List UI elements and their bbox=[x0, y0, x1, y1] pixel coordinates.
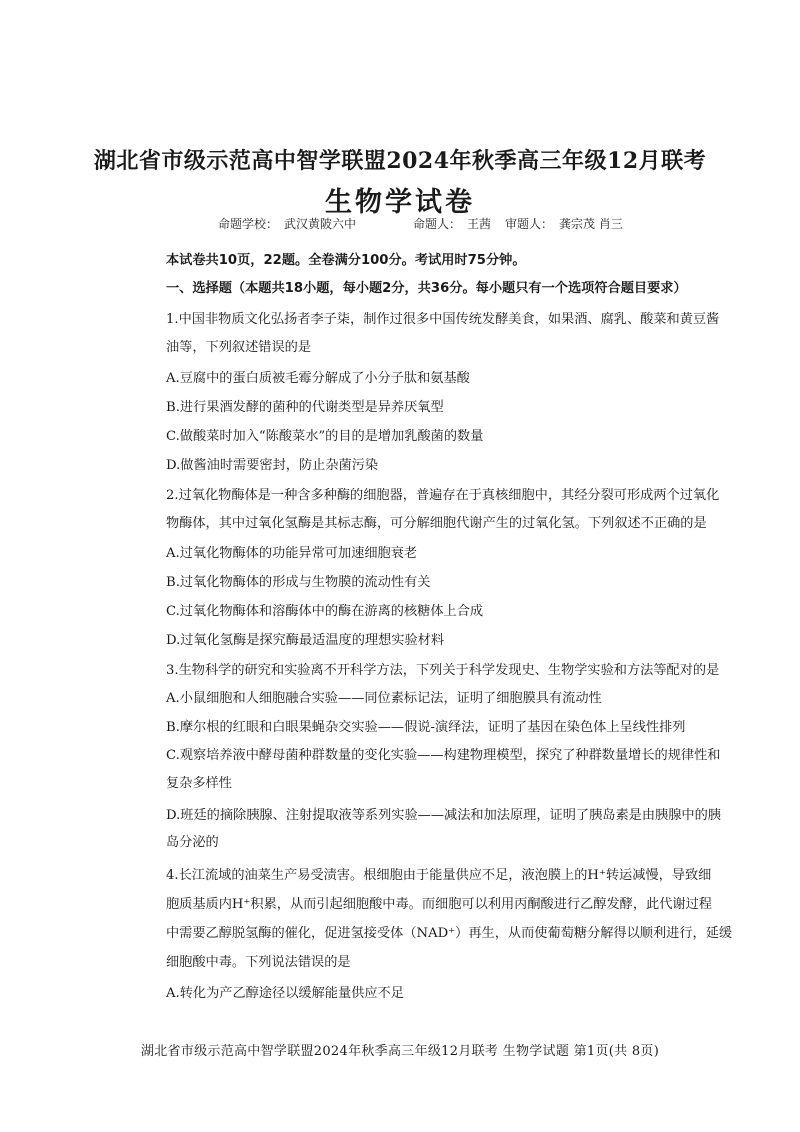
exam-subject-title: 生物学试卷 bbox=[325, 187, 475, 218]
question-2-option-a: A.过氧化物酶体的功能异常可加速细胞衰老 bbox=[166, 546, 418, 561]
reviewer-names: 龚宗茂 肖三 bbox=[559, 217, 623, 231]
question-3-option-c-cont: 复杂多样性 bbox=[166, 776, 232, 791]
author-names bbox=[413, 215, 629, 232]
school-name: 武汉黄陂六中 bbox=[284, 217, 357, 231]
question-3-option-d-cont: 岛分泌的 bbox=[166, 835, 219, 850]
question-4-stem-cont-1: 胞质基质内H⁺积累，从而引起细胞酸中毒。而细胞可以利用丙酮酸进行乙醇发酵，此代谢过程 bbox=[166, 897, 712, 912]
question-2-option-b: B.过氧化物酶体的形成与生物膜的流动性有关 bbox=[166, 575, 431, 590]
question-3-option-b: B.摩尔根的红眼和白眼果蝇杂交实验——假说-演绎法，证明了基因在染色体上呈线性排列 bbox=[166, 720, 686, 735]
question-2-stem-cont: 物酶体，其中过氧化氢酶是其标志酶，可分解细胞代谢产生的过氧化氢。下列叙述不正确的是 bbox=[166, 516, 707, 531]
question-2-option-c: C.过氧化物酶体和溶酶体中的酶在游离的核糖体上合成 bbox=[166, 604, 484, 619]
page-footer: 湖北省市级示范高中智学联盟2024年秋季高三年级12月联考 生物学试题 第1页(共 8页) bbox=[140, 1044, 660, 1059]
author-name: 王茜 bbox=[467, 217, 492, 231]
question-1-stem: 1.中国非物质文化弘扬者李子柒，制作过很多中国传统发酵美食，如果酒、腐乳、酸菜和黄豆酱 bbox=[166, 312, 720, 327]
question-3-option-c: C.观察培养液中酵母菌种群数量的变化实验——构建物理模型，探究了种群数量增长的规律性和 bbox=[166, 748, 721, 763]
reviewer-label: 审题人： bbox=[505, 217, 554, 231]
question-4-stem: 4.长江流域的油菜生产易受渍害。根细胞由于能量供应不足，液泡膜上的H⁺转运减慢，导致细 bbox=[166, 868, 712, 883]
question-1-stem-cont: 油等，下列叙述错误的是 bbox=[166, 340, 312, 355]
question-2-option-d: D.过氧化氢酶是探究酶最适温度的理想实验材料 bbox=[166, 633, 445, 648]
question-3-stem: 3.生物科学的研究和实验离不开科学方法，下列关于科学发现史、生物学实验和方法等配对的是 bbox=[166, 663, 720, 678]
question-1-option-d: D.做酱油时需要密封，防止杂菌污染 bbox=[166, 458, 379, 473]
question-1-option-c: C.做酸菜时加入“陈酸菜水”的目的是增加乳酸菌的数量 bbox=[166, 429, 484, 444]
question-1-option-a: A.豆腐中的蛋白质被毛霉分解成了小分子肽和氨基酸 bbox=[166, 371, 470, 386]
question-4-option-a: A.转化为产乙醇途径以缓解能量供应不足 bbox=[166, 986, 404, 1001]
author-label: 命题人： bbox=[413, 217, 462, 231]
question-4-stem-cont-2: 中需要乙醇脱氢酶的催化，促进氢接受体（NAD⁺）再生，从而使葡萄糖分解得以顺利进行，延缓 bbox=[166, 926, 733, 941]
author-info bbox=[218, 215, 362, 232]
exam-title: 湖北省市级示范高中智学联盟2024年秋季高三年级12月联考 bbox=[93, 148, 707, 174]
question-3-option-a: A.小鼠细胞和人细胞融合实验——同位素标记法，证明了细胞膜具有流动性 bbox=[166, 691, 602, 706]
section-heading: 一、选择题（本题共18小题，每小题2分，共36分。每小题只有一个选项符合题目要求） bbox=[166, 281, 687, 296]
question-4-stem-cont-3: 细胞酸中毒。下列说法错误的是 bbox=[166, 955, 351, 970]
school-label: 命题学校： bbox=[218, 217, 279, 231]
question-2-stem: 2.过氧化物酶体是一种含多种酶的细胞器，普遍存在于真核细胞中，其经分裂可形成两个过氧化 bbox=[166, 488, 720, 503]
exam-instructions: 本试卷共10页，22题。全卷满分100分。考试用时75分钟。 bbox=[166, 253, 526, 268]
question-3-option-d: D.班廷的摘除胰腺、注射提取液等系列实验——减法和加法原理，证明了胰岛素是由胰腺中的胰 bbox=[166, 808, 721, 823]
question-1-option-b: B.进行果酒发酵的菌种的代谢类型是异养厌氧型 bbox=[166, 400, 444, 415]
